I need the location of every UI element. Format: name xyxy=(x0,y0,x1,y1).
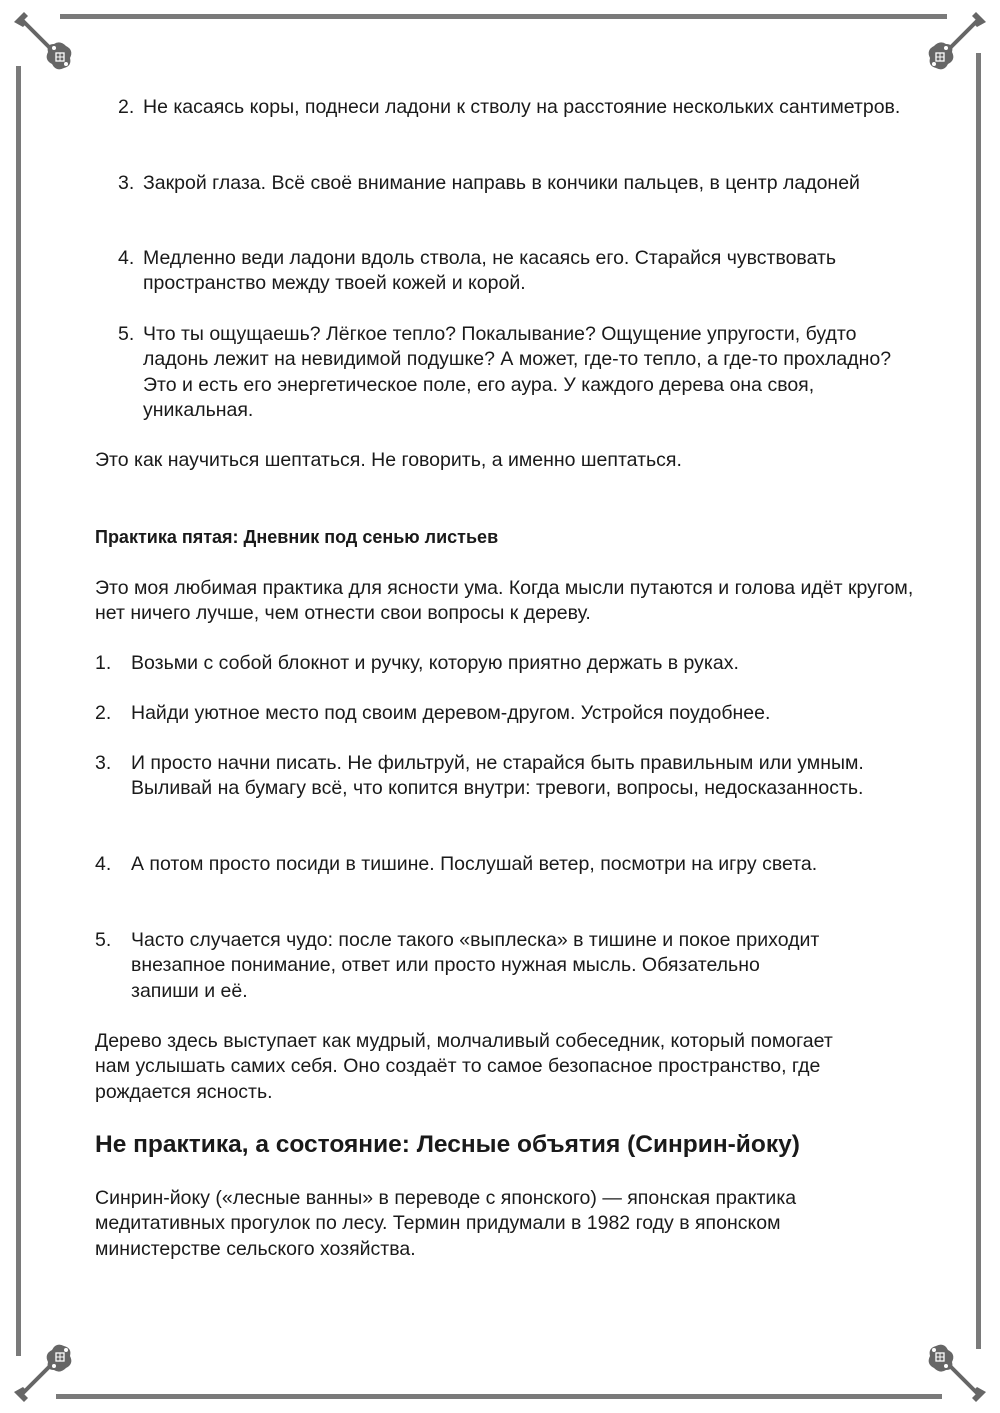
section-heading: Не практика, а состояние: Лесные объятия (Синрин-йоку) xyxy=(95,1131,800,1158)
list-item xyxy=(95,171,915,196)
key-ornament-icon xyxy=(920,8,990,78)
paragraph: Это как научиться шептаться. Не говорить, а именно шептаться. xyxy=(95,449,682,471)
frame-right xyxy=(976,53,981,1349)
key-ornament-icon xyxy=(10,1336,80,1406)
list-item xyxy=(95,651,915,676)
frame-left xyxy=(16,66,21,1356)
section-heading: Практика пятая: Дневник под сенью листьев xyxy=(95,527,499,547)
list-text: Закрой глаза. Всё своё внимание направь в кончики пальцев, в центр ладоней xyxy=(143,172,860,194)
list-number: 3. xyxy=(118,172,135,194)
list-text: Часто случается чудо: после такого «выплеска» в тишине и покое приходит внезапное понимание, ответ или просто нужная мысль. Обязательно запиши и её. xyxy=(131,929,820,1002)
list-item xyxy=(95,95,915,120)
list-text: Найди уютное место под своим деревом-другом. Устройся поудобнее. xyxy=(131,702,771,724)
list-number: 4. xyxy=(95,853,112,875)
list-number: 2. xyxy=(118,96,135,118)
frame-top xyxy=(60,14,947,19)
paragraph: Дерево здесь выступает как мудрый, молчаливый собеседник, который помогает нам услышать самих себя. Оно создаёт то самое безопасное пространство, где рождается ясность. xyxy=(95,1030,833,1103)
list-item xyxy=(95,751,915,802)
list-item xyxy=(95,928,915,1004)
list-text: Возьми с собой блокнот и ручку, которую приятно держать в руках. xyxy=(131,652,739,674)
list-number: 4. xyxy=(118,247,135,269)
list-number: 1. xyxy=(95,652,112,674)
list-number: 3. xyxy=(95,752,112,774)
list-number: 5. xyxy=(95,929,112,951)
list-text: Не касаясь коры, поднеси ладони к стволу на расстояние нескольких сантиметров. xyxy=(143,96,901,118)
list-text: Что ты ощущаешь? Лёгкое тепло? Покалывание? Ощущение упругости, будто ладонь лежит на невидимой подушке? А может, где-то тепло, а где-то прохладно? Это и есть его энергетическое поле, его аура. У каждого дерева она своя, уникальная. xyxy=(143,323,892,421)
list-number: 5. xyxy=(118,323,135,345)
paragraph: Это моя любимая практика для ясности ума. Когда мысли путаются и голова идёт кругом, нет ничего лучше, чем отнести свои вопросы к дереву. xyxy=(95,577,914,625)
list-item xyxy=(95,322,915,423)
key-ornament-icon xyxy=(920,1336,990,1406)
list-number: 2. xyxy=(95,702,112,724)
paragraph: Синрин-йоку («лесные ванны» в переводе с японского) — японская практика медитативных прогулок по лесу. Термин придумали в 1982 году в японском министерстве сельского хозяйства. xyxy=(95,1187,797,1260)
list-text: Медленно веди ладони вдоль ствола, не касаясь его. Старайся чувствовать пространство между твоей кожей и корой. xyxy=(143,247,837,295)
list-item xyxy=(95,701,915,726)
list-text: А потом просто посиди в тишине. Послушай ветер, посмотри на игру света. xyxy=(131,853,818,875)
list-item xyxy=(95,246,915,297)
list-item xyxy=(95,852,915,877)
frame-bottom xyxy=(56,1394,942,1399)
key-ornament-icon xyxy=(10,8,80,78)
list-text: И просто начни писать. Не фильтруй, не старайся быть правильным или умным. Выливай на бумагу всё, что копится внутри: тревоги, вопросы, недосказанность. xyxy=(131,752,864,800)
